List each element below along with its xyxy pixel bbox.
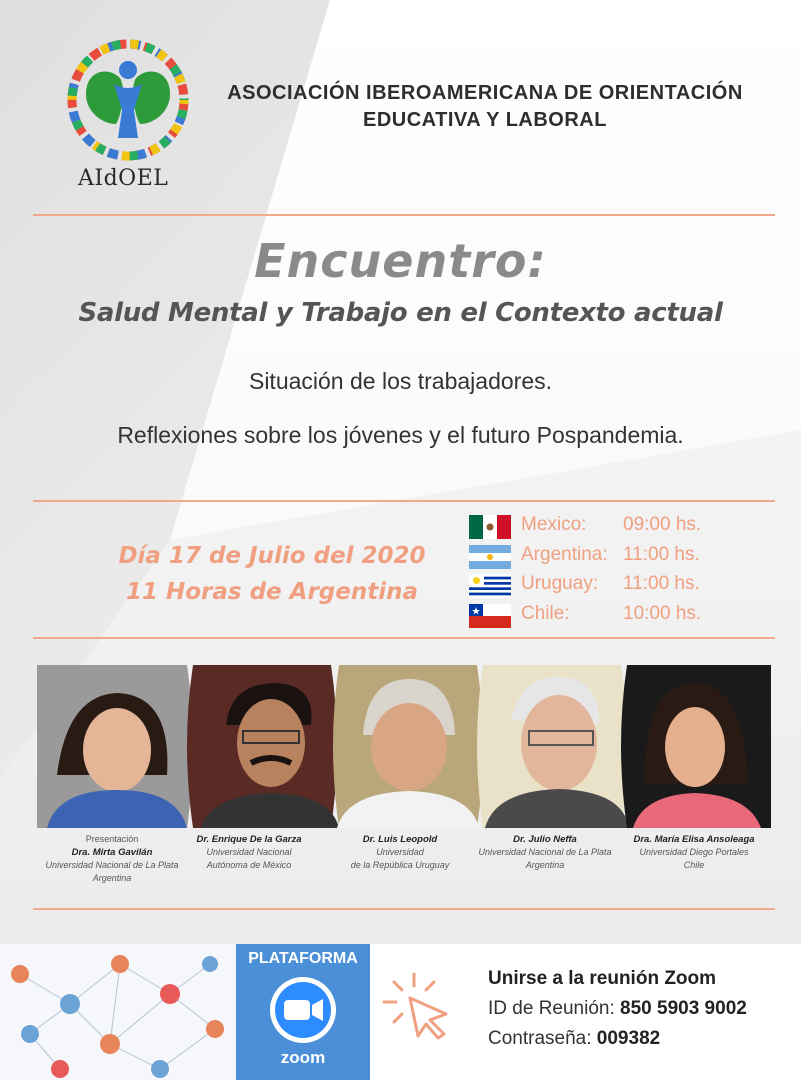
schedule-country: Argentina:	[521, 543, 608, 565]
topic-line-1: Situación de los trabajadores.	[248, 368, 553, 394]
people-network-icon	[0, 944, 236, 1080]
click-cursor-icon	[380, 970, 452, 1042]
speaker-country: Argentina	[525, 860, 565, 870]
speaker-affiliation: Universidad Diego Portales	[639, 847, 749, 857]
speaker-affiliation: Universidad Nacional de La Plata	[45, 860, 179, 870]
zoom-camera-icon	[267, 974, 339, 1046]
schedule-row	[468, 512, 768, 542]
date-line-2: 11 Horas de Argentina	[125, 579, 419, 605]
speaker-photo-mirta-gavilan	[37, 665, 199, 828]
speaker-caption	[470, 833, 620, 872]
speaker-role: Presentación	[85, 834, 139, 844]
zoom-info-band	[0, 944, 801, 1080]
speaker-affiliation-2: de la República Uruguay	[350, 860, 450, 870]
zoom-brand: zoom	[280, 1048, 326, 1067]
uruguay-flag-icon	[469, 574, 511, 598]
argentina-flag-icon	[469, 545, 511, 569]
speaker-affiliation-2: Autónoma de México	[206, 860, 292, 870]
speaker-affiliation: Universidad Nacional de La Plata	[478, 847, 612, 857]
speaker-caption	[37, 833, 187, 885]
zoom-password	[488, 1028, 660, 1050]
org-line-2: EDUCATIVA Y LABORAL	[363, 109, 607, 131]
divider	[33, 637, 775, 639]
speaker-name: Dr. Enrique De la Garza	[196, 834, 302, 845]
zoom-join-label: Unirse a la reunión Zoom	[488, 968, 717, 989]
speaker-country: Argentina	[92, 873, 132, 883]
organization-name	[210, 80, 760, 134]
meeting-id-label: ID de Reunión:	[488, 998, 615, 1019]
speaker-affiliation: Universidad	[376, 847, 424, 857]
schedule-time: 09:00 hs.	[623, 514, 702, 535]
mexico-flag-icon	[469, 515, 511, 539]
zoom-platform-badge[interactable]	[236, 944, 370, 1080]
speaker-photo-julio-neffa	[471, 665, 633, 828]
schedule-list	[468, 512, 768, 630]
speaker-photo-enrique-de-la-garza	[181, 665, 343, 828]
topic-line-2: Reflexiones sobre los jóvenes y el futuro Pospandemia.	[117, 422, 684, 448]
speaker-photo-maria-elisa-ansoleaga	[615, 665, 771, 828]
speaker-caption	[325, 833, 475, 872]
meeting-id-value[interactable]: 850 5903 9002	[620, 998, 747, 1019]
speakers-strip	[37, 665, 771, 828]
speaker-name: Dra. María Elisa Ansoleaga	[633, 834, 755, 845]
schedule-row	[468, 542, 768, 572]
speaker-name: Dr. Luis Leopold	[362, 834, 438, 845]
schedule-row	[468, 571, 768, 601]
speaker-affiliation: Universidad Nacional	[206, 847, 292, 857]
event-subtitle: Salud Mental y Trabajo en el Contexto actual	[78, 298, 723, 328]
divider	[33, 908, 775, 910]
speaker-caption	[174, 833, 324, 872]
logo-wordmark: AIdOEL	[78, 166, 169, 191]
password-value[interactable]: 009382	[596, 1028, 661, 1049]
chile-flag-icon	[469, 604, 511, 628]
schedule-row	[468, 601, 768, 631]
divider	[33, 214, 775, 216]
schedule-country: Mexico:	[521, 514, 587, 535]
schedule-time: 10:00 hs.	[623, 602, 702, 624]
event-date	[92, 538, 452, 610]
speaker-country: Chile	[683, 860, 705, 870]
divider	[33, 500, 775, 502]
password-label: Contraseña:	[488, 1028, 592, 1049]
speaker-name: Dr. Julio Neffa	[513, 834, 577, 845]
speaker-photo-luis-leopold	[327, 665, 489, 828]
schedule-time: 11:00 hs.	[623, 543, 700, 565]
schedule-country: Chile:	[521, 602, 570, 624]
org-line-1: ASOCIACIÓN IBEROAMERICANA DE ORIENTACIÓN	[227, 82, 743, 104]
event-title: Encuentro:	[254, 234, 547, 288]
date-line-1: Día 17 de Julio del 2020	[118, 543, 426, 569]
schedule-time: 11:00 hs.	[623, 573, 700, 594]
platform-label: PLATAFORMA	[248, 950, 358, 967]
schedule-country: Uruguay:	[521, 573, 599, 594]
speaker-name: Dra. Mirta Gavilán	[71, 847, 153, 858]
zoom-meeting-id	[488, 998, 747, 1020]
speaker-caption	[619, 833, 769, 872]
